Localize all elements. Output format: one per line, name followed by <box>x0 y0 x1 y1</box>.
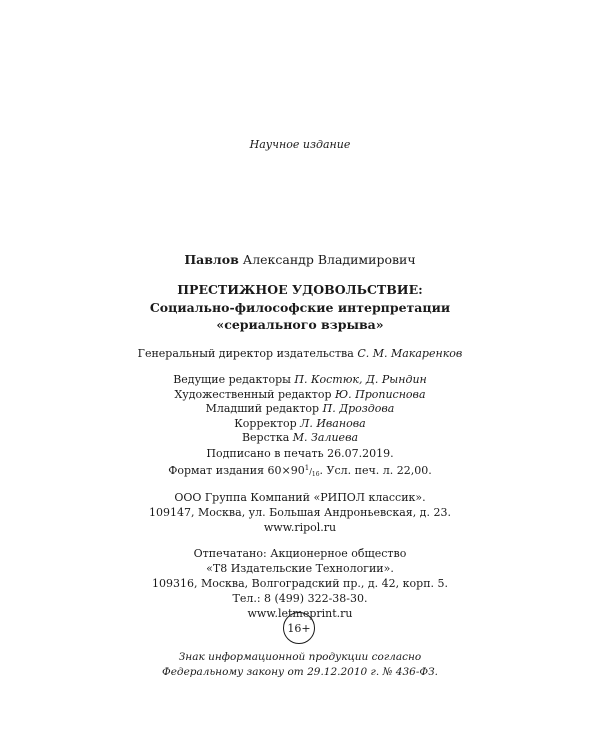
book-title: ПРЕСТИЖНОЕ УДОВОЛЬСТВИЕ: <box>177 282 423 297</box>
editor-name: Л. Иванова <box>300 416 366 430</box>
book-subtitle <box>0 299 600 333</box>
notice-line: Знак информационной продукции согласно <box>178 651 422 663</box>
author-surname: Павлов <box>184 252 239 267</box>
notice-line: Федеральному закону от 29.12.2010 г. № 436-ФЗ. <box>162 666 438 678</box>
publisher-block <box>0 490 600 535</box>
editor-name: П. Дроздова <box>322 402 395 415</box>
printer-line: 109316, Москва, Волгоградский пр., д. 42, корп. 5. <box>151 577 449 590</box>
format-suffix: . Усл. печ. л. 22,00. <box>319 464 432 477</box>
editor-name: М. Залиева <box>292 431 359 444</box>
editor-line <box>0 417 600 432</box>
subtitle-line: «сериального взрыва» <box>216 317 384 332</box>
editor-role: Художественный редактор <box>174 387 332 401</box>
format-denominator: 16 <box>311 471 320 478</box>
printer-block <box>0 546 600 621</box>
edition-label: Научное издание <box>249 138 351 151</box>
info-product-notice <box>0 650 600 680</box>
director-name: С. М. Макаренков <box>357 347 463 360</box>
format-prefix: Формат издания 60×90 <box>168 464 305 477</box>
printer-line: Отпечатано: Акционерное общество <box>193 547 407 560</box>
editor-role: Младший редактор <box>205 402 320 415</box>
editor-name: Ю. Прописнова <box>334 387 426 401</box>
editor-line <box>0 388 600 403</box>
subtitle-line: Социально-философские интерпретации <box>149 300 451 315</box>
editor-line <box>0 373 600 388</box>
publisher-website: www.ripol.ru <box>263 521 337 534</box>
format-numerator: 1 <box>304 464 310 472</box>
editor-role: Верстка <box>241 431 290 444</box>
author-line <box>0 252 600 267</box>
publisher-line: ООО Группа Компаний «РИПОЛ классик». <box>174 491 426 504</box>
signed-date: Подписано в печать 26.07.2019. <box>206 447 394 460</box>
editor-role: Ведущие редакторы <box>173 373 291 386</box>
editors-block <box>0 373 600 446</box>
editor-name: П. Костюк, Д. Рындин <box>294 373 427 386</box>
printer-website: www.letmeprint.ru <box>247 607 353 620</box>
editor-line <box>0 402 600 417</box>
publisher-line: 109147, Москва, ул. Большая Андроньевская, д. 23. <box>149 506 451 519</box>
author-given-names: Александр Владимирович <box>242 252 416 267</box>
printer-line: «Т8 Издательские Технологии». <box>206 562 394 575</box>
director-role: Генеральный директор издательства <box>137 347 354 360</box>
format-line <box>0 461 600 482</box>
printer-phone: Тел.: 8 (499) 322-38-30. <box>232 592 368 605</box>
format-fraction: $^1/_{16}$ <box>304 464 320 478</box>
editor-role: Корректор <box>234 416 297 430</box>
age-rating-badge: 16+ <box>283 612 315 644</box>
editor-line <box>0 431 600 446</box>
director-line <box>0 347 600 360</box>
print-info <box>0 446 600 482</box>
